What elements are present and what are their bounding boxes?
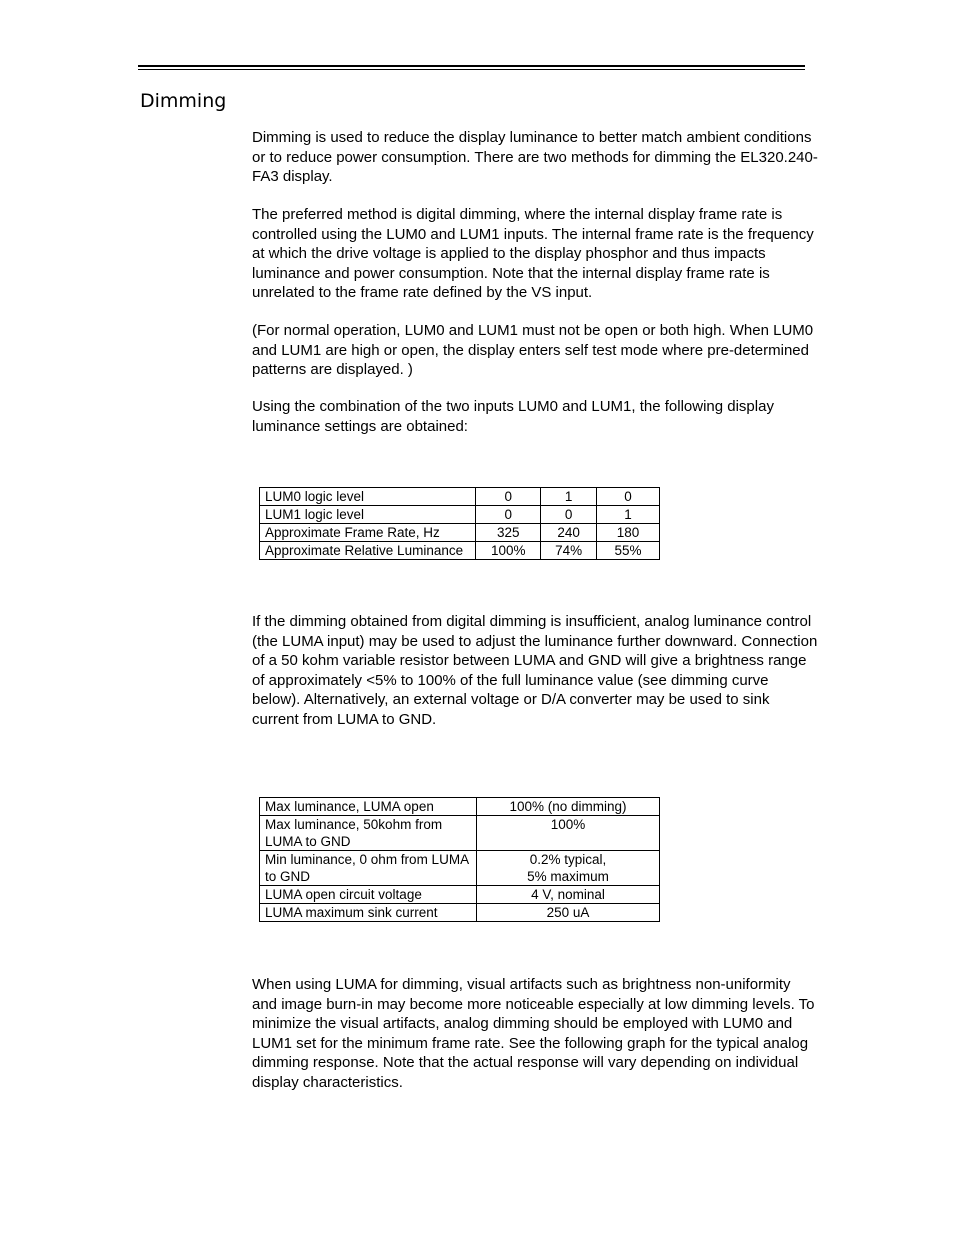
table-cell: 240 [541, 524, 597, 542]
table-cell: 55% [597, 542, 660, 560]
paragraph-combination: Using the combination of the two inputs LUM0 and LUM1, the following display luminance settings are obtained: [252, 398, 774, 435]
table-cell: 74% [541, 542, 597, 560]
paragraph-analog-control: If the dimming obtained from digital dimming is insufficient, analog luminance control (the LUMA input) may be used to adjust the luminance further downward. Connection of a 50 kohm variable resistor between LUMA and GND will give a brightness range of approximately <5% to 100% of the full luminance value (see dimming curve below). Alternatively, an external voltage or D/A converter may be used to sink current from LUMA to GND. [252, 613, 818, 728]
table-cell: 0 [476, 488, 541, 506]
digital-dimming-table [259, 487, 660, 560]
row-label: Min luminance, 0 ohm from LUMA to GND [260, 851, 477, 886]
table-cell: 100% [476, 542, 541, 560]
table-row [260, 524, 660, 542]
table-row [260, 816, 660, 851]
table-cell: 100% (no dimming) [477, 798, 660, 816]
table-cell: 0 [476, 506, 541, 524]
table-row [260, 904, 660, 922]
row-label: LUM1 logic level [260, 506, 476, 524]
table-row [260, 542, 660, 560]
row-label: Approximate Relative Luminance [260, 542, 476, 560]
table-row [260, 851, 660, 886]
row-label: Approximate Frame Rate, Hz [260, 524, 476, 542]
table-row [260, 506, 660, 524]
row-label: LUMA maximum sink current [260, 904, 477, 922]
header-rule-thin [138, 69, 805, 70]
table-cell: 250 uA [477, 904, 660, 922]
table-cell: 325 [476, 524, 541, 542]
cell-line: 5% maximum [527, 869, 609, 884]
table-cell [477, 851, 660, 886]
paragraph-luma-artifacts: When using LUMA for dimming, visual artifacts such as brightness non-uniformity and image burn-in may become more noticeable especially at low dimming levels. To minimize the visual artifacts, analog dimming should be employed with LUM0 and LUM1 set for the minimum frame rate. See the following graph for the typical analog dimming response. Note that the actual response will vary depending on individual display characteristics. [252, 976, 815, 1091]
table-cell: 0 [597, 488, 660, 506]
table-cell: 0 [541, 506, 597, 524]
section-heading: Dimming [140, 90, 227, 112]
table-cell: 1 [597, 506, 660, 524]
row-label: Max luminance, 50kohm from LUMA to GND [260, 816, 477, 851]
table-row [260, 798, 660, 816]
row-label: Max luminance, LUMA open [260, 798, 477, 816]
table-row [260, 886, 660, 904]
header-rule-thick [138, 65, 805, 67]
table-row [260, 488, 660, 506]
row-label: LUM0 logic level [260, 488, 476, 506]
table-cell: 4 V, nominal [477, 886, 660, 904]
paragraph-normal-operation: (For normal operation, LUM0 and LUM1 must not be open or both high. When LUM0 and LUM1 are high or open, the display enters self test mode where pre-determined patterns are displayed. ) [252, 322, 814, 378]
cell-line: 0.2% typical, [529, 852, 607, 867]
row-label: LUMA open circuit voltage [260, 886, 477, 904]
analog-dimming-table [259, 797, 660, 922]
table-cell: 100% [477, 816, 660, 851]
table-cell: 180 [597, 524, 660, 542]
table-cell: 1 [541, 488, 597, 506]
paragraph-digital-dimming: The preferred method is digital dimming, where the internal display frame rate is controlled using the LUM0 and LUM1 inputs. The internal frame rate is the frequency at which the drive voltage is applied to the display phosphor and thus impacts luminance and power consumption. Note that the internal display frame rate is unrelated to the frame rate defined by the VS input. [252, 206, 814, 301]
paragraph-intro: Dimming is used to reduce the display luminance to better match ambient conditions or to reduce power consumption. There are two methods for dimming the EL320.240-FA3 display. [252, 129, 818, 185]
